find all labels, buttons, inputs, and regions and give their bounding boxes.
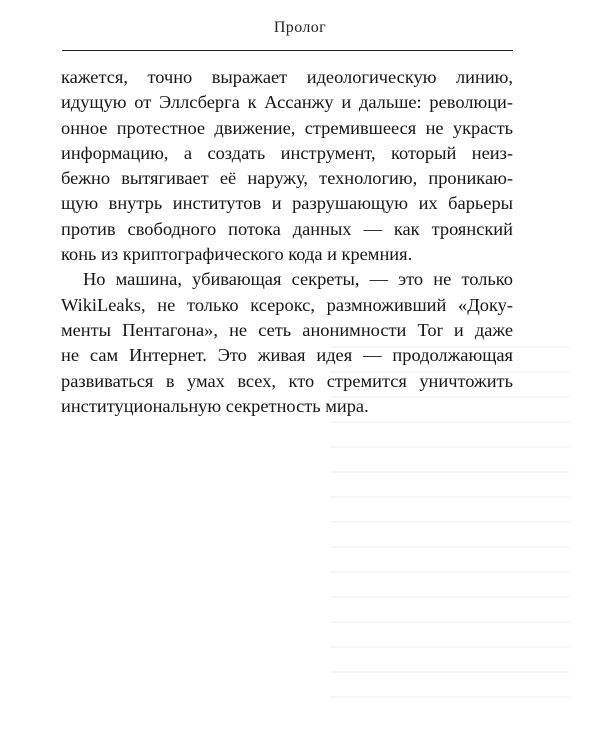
text-line: институциональную секретность мира. — [61, 395, 369, 416]
text-line: развиваться в умах всех, кто стремится уничтожить — [61, 370, 513, 391]
header-rule — [62, 50, 513, 51]
text-line: менты Пентагона», не сеть анонимности Tor и даже — [61, 319, 513, 340]
text-line: информацию, а создать инструмент, который неиз- — [61, 142, 513, 163]
text-line: Но машина, убивающая секреты, — это не только — [83, 269, 513, 290]
body-text — [61, 65, 513, 419]
paragraph-2 — [61, 267, 513, 419]
text-line: не сам Интернет. Это живая идея — продолжающая — [61, 345, 513, 366]
paragraph-1 — [61, 65, 513, 267]
text-line: онное протестное движение, стремившееся не украсть — [61, 117, 513, 138]
text-line: идущую от Эллсберга к Ассанжу и дальше: революци- — [61, 92, 513, 113]
text-line: бежно вытягивает её наружу, технологию, проникаю- — [61, 168, 513, 189]
text-line: конь из криптографического кода и кремния. — [61, 244, 413, 265]
text-line: против свободного потока данных — как троянский — [61, 218, 513, 239]
running-header-title: Пролог — [273, 19, 327, 36]
text-line: WikiLeaks, не только ксерокс, размноживший «Доку- — [61, 294, 513, 315]
text-line: кажется, точно выражает идеологическую линию, — [61, 67, 513, 87]
text-line: щую внутрь институтов и разрушающую их барьеры — [61, 193, 513, 214]
